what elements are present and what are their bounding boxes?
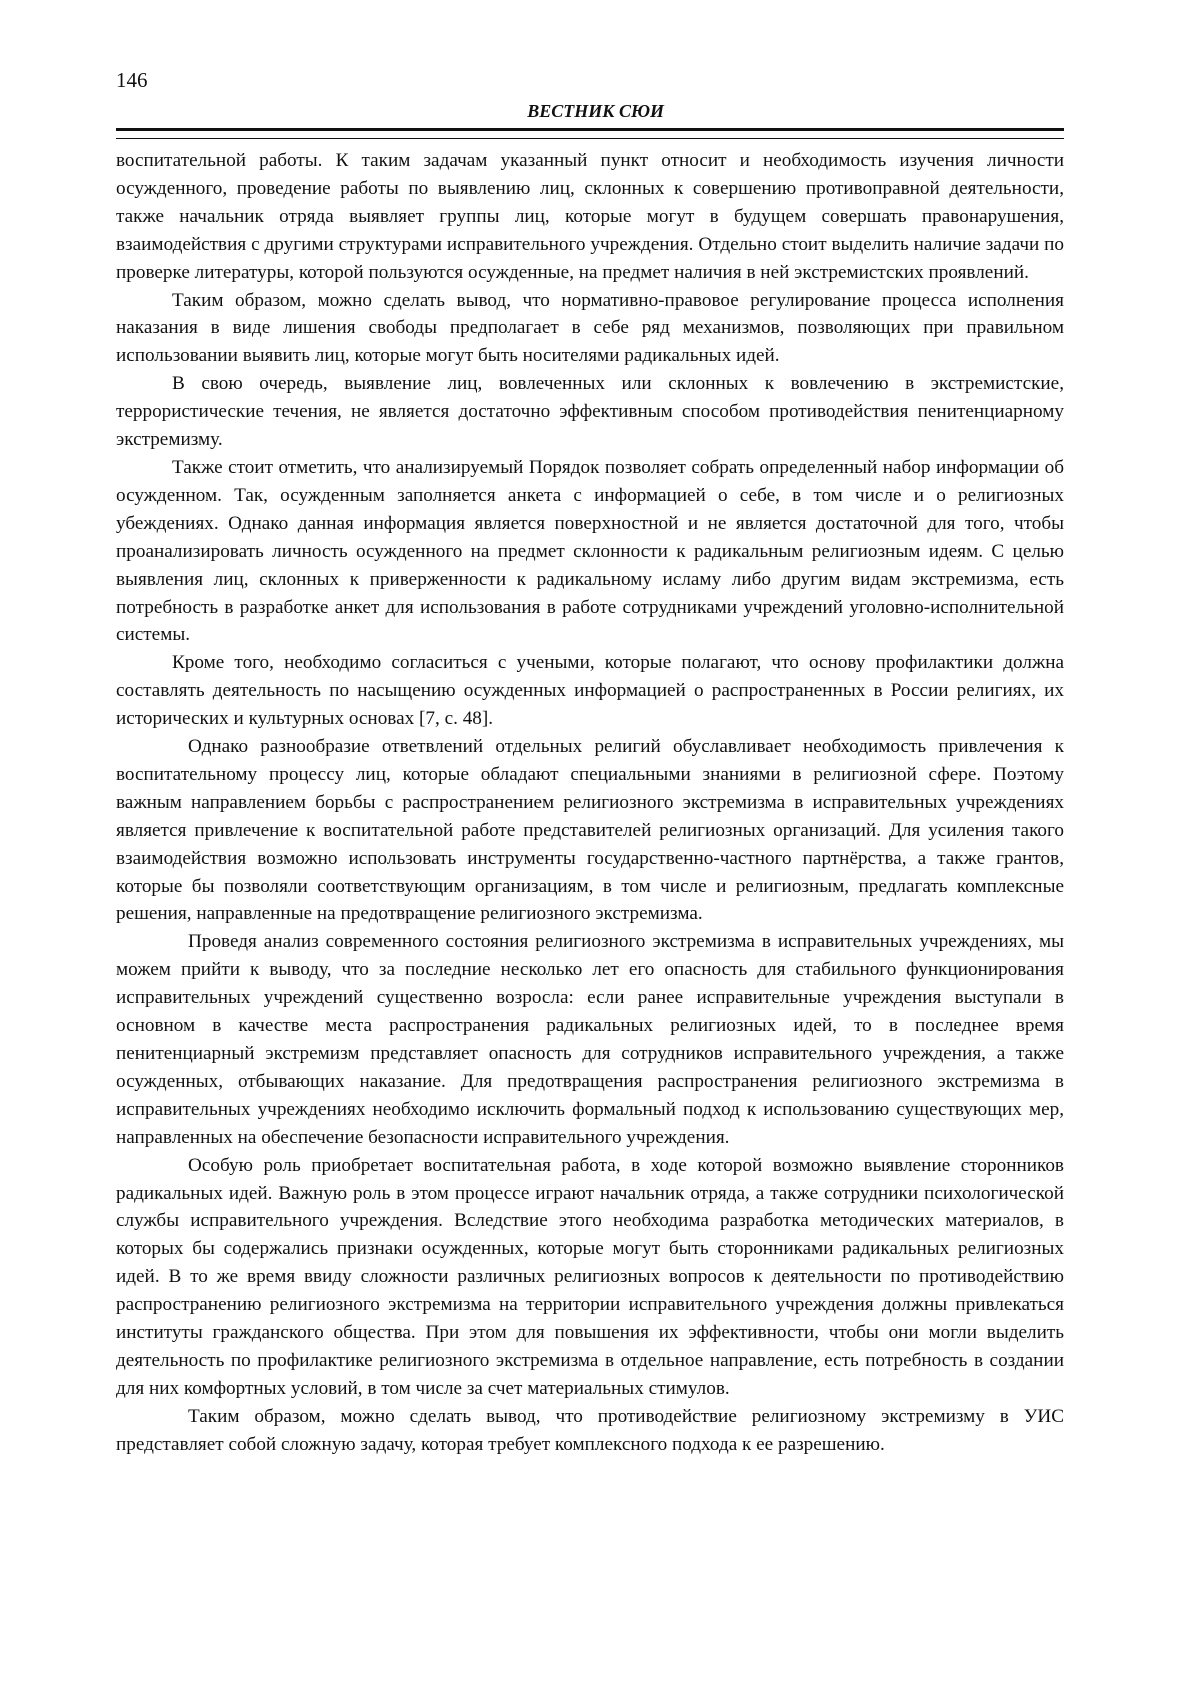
journal-title: ВЕСТНИК СЮИ xyxy=(116,98,1064,124)
paragraph: Таким образом, можно сделать вывод, что нормативно-правовое регулирование процесса исполнения наказания в виде лишения свободы предполагает в себе ряд механизмов, позволяющих при правильном использовании выявить лиц, которые могут быть носителями радикальных идей. xyxy=(116,287,1064,371)
paragraph-continued: воспитательной работы. К таким задачам указанный пункт относит и необходимость изучения личности осужденного, проведение работы по выявлению лиц, склонных к совершению противоправной деятельности, также начальник отряда выявляет группы лиц, которые могут в будущем совершать правонарушения, взаимодействия с другими структурами исправительного учреждения. Отдельно стоит выделить наличие задачи по проверке литературы, которой пользуются осужденные, на предмет наличия в ней экстремистских проявлений. xyxy=(116,147,1064,287)
paragraph-conclusion: Таким образом, можно сделать вывод, что противодействие религиозному экстремизму в УИС представляет собой сложную задачу, которая требует комплексного подхода к ее разрешению. xyxy=(116,1403,1064,1459)
page-number: 146 xyxy=(116,70,1064,98)
paragraph: В свою очередь, выявление лиц, вовлеченных или склонных к вовлечению в экстремистские, террористические течения, не является достаточно эффективным способом противодействия пенитенциарному экстремизму. xyxy=(116,370,1064,454)
paragraph: Проведя анализ современного состояния религиозного экстремизма в исправительных учреждениях, мы можем прийти к выводу, что за последние несколько лет его опасность для стабильного функционирования исправительных учреждений существенно возросла: если ранее исправительные учреждения выступали в основном в качестве места распространения радикальных религиозных идей, то в последнее время пенитенциарный экстремизм представляет опасность для сотрудников исправительного учреждения, а также осужденных, отбывающих наказание. Для предотвращения распространения религиозного экстремизма в исправительных учреждениях необходимо исключить формальный подход к использованию существующих мер, направленных на обеспечение безопасности исправительного учреждения. xyxy=(116,928,1064,1151)
header-double-rule xyxy=(116,128,1064,139)
paragraph: Также стоит отметить, что анализируемый Порядок позволяет собрать определенный набор информации об осужденном. Так, осужденным заполняется анкета с информацией о себе, в том числе и о религиозных убеждениях. Однако данная информация является поверхностной и не является достаточной для того, чтобы проанализировать личность осужденного на предмет склонности к радикальным религиозным идеям. С целью выявления лиц, склонных к приверженности к радикальному исламу либо другим видам экстремизма, есть потребность в разработке анкет для использования в работе сотрудниками учреждений уголовно-исполнительной системы. xyxy=(116,454,1064,649)
article-body xyxy=(116,147,1064,1459)
paragraph: Особую роль приобретает воспитательная работа, в ходе которой возможно выявление сторонников радикальных идей. Важную роль в этом процессе играют начальник отряда, а также сотрудники психологической службы исправительного учреждения. Вследствие этого необходима разработка методических материалов, в которых бы содержались признаки осужденных, которые могут быть сторонниками радикальных религиозных идей. В то же время ввиду сложности различных религиозных вопросов к деятельности по противодействию распространению религиозного экстремизма на территории исправительного учреждения должны привлекаться институты гражданского общества. При этом для повышения их эффективности, чтобы они могли выделить деятельность по профилактике религиозного экстремизма в отдельное направление, есть потребность в создании для них комфортных условий, в том числе за счет материальных стимулов. xyxy=(116,1152,1064,1403)
paragraph: Кроме того, необходимо согласиться с учеными, которые полагают, что основу профилактики должна составлять деятельность по насыщению осужденных информацией о распространенных в России религиях, их исторических и культурных основах [7, с. 48]. xyxy=(116,649,1064,733)
paragraph: Однако разнообразие ответвлений отдельных религий обуславливает необходимость привлечения к воспитательному процессу лиц, которые обладают специальными знаниями в религиозной сфере. Поэтому важным направлением борьбы с распространением религиозного экстремизма в исправительных учреждениях является привлечение к воспитательной работе представителей религиозных организаций. Для усиления такого взаимодействия возможно использовать инструменты государственно-частного партнёрства, а также грантов, которые бы позволяли соответствующим организациям, в том числе и религиозным, предлагать комплексные решения, направленные на предотвращение религиозного экстремизма. xyxy=(116,733,1064,928)
journal-page xyxy=(116,70,1064,1459)
